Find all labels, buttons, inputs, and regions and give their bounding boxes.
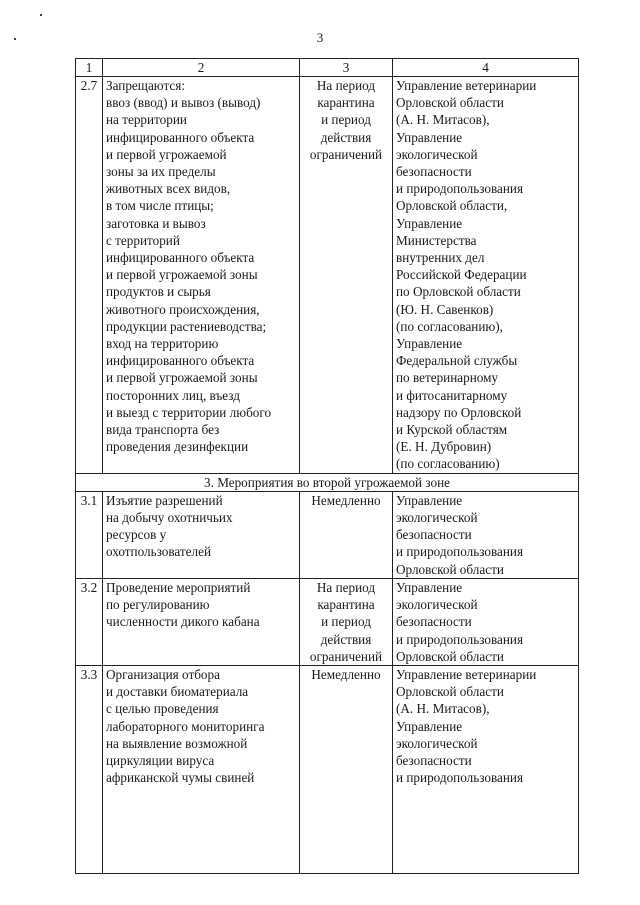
table-row — [76, 578, 579, 665]
measure-cell — [103, 491, 300, 578]
text-line: Орловской области, — [396, 198, 508, 214]
text-line: (А. Н. Митасов), — [396, 112, 490, 128]
term-cell — [300, 77, 393, 474]
text-line: Запрещаются: — [106, 78, 185, 93]
table-row — [76, 491, 579, 578]
text-line: численности дикого кабана — [106, 614, 260, 630]
text-line: посторонних лиц, въезд — [106, 387, 240, 403]
text-line: Немедленно — [311, 666, 381, 682]
text-line: действия — [320, 129, 372, 145]
text-line: Немедленно — [311, 492, 381, 508]
text-line: действия — [320, 631, 372, 647]
text-line: продукции растениеводства; — [106, 318, 267, 334]
text-line: Орловской области — [396, 648, 504, 664]
text-line: экологической — [396, 510, 478, 526]
text-line: экологической — [396, 735, 478, 751]
text-line: по регулированию — [106, 597, 210, 613]
text-line: Управление — [396, 336, 463, 352]
column-header: 1 — [76, 59, 103, 77]
measure-cell — [103, 578, 300, 665]
section-title: 3. Мероприятия во второй угрожаемой зоне — [76, 473, 579, 491]
text-line: на добычу охотничьих — [106, 510, 233, 526]
text-line: вход на территорию — [106, 336, 219, 352]
term-cell — [300, 578, 393, 665]
column-header: 4 — [393, 59, 579, 77]
measures-table — [75, 58, 579, 874]
text-line: животного происхождения, — [106, 301, 260, 317]
text-line: (Е. Н. Дубровин) — [396, 439, 492, 455]
text-line: и первой угрожаемой зоны — [106, 370, 258, 386]
text-line: Министерства — [396, 232, 477, 248]
measure-cell — [103, 665, 300, 873]
text-line: безопасности — [396, 752, 472, 768]
text-line: зоны за их пределы — [106, 164, 216, 180]
responsible-cell — [393, 77, 579, 474]
text-line: и выезд с территории любого — [106, 404, 272, 420]
text-line: с целью проведения — [106, 701, 219, 717]
text-line: вида транспорта без — [106, 422, 220, 438]
text-line: и Курской областям — [396, 422, 508, 438]
text-line: животных всех видов, — [106, 181, 231, 197]
text-line: надзору по Орловской — [396, 404, 522, 420]
text-line: экологической — [396, 597, 478, 613]
text-line: Орловской области — [396, 561, 504, 577]
text-line: Управление ветеринарии — [396, 666, 537, 682]
text-line: инфицированного объекта — [106, 250, 255, 266]
text-line: Организация отбора — [106, 666, 220, 682]
text-line: и доставки биоматериала — [106, 684, 249, 700]
text-line: экологической — [396, 146, 478, 162]
text-line: карантина — [317, 95, 375, 111]
text-line: На период — [316, 78, 376, 93]
measure-cell — [103, 77, 300, 474]
text-line: ограничений — [309, 146, 383, 162]
text-line: безопасности — [396, 164, 472, 180]
responsible-cell — [393, 578, 579, 665]
text-line: Управление ветеринарии — [396, 78, 537, 93]
text-line: проведения дезинфекции — [106, 439, 249, 455]
term-cell — [300, 665, 393, 873]
row-number: 2.7 — [76, 77, 103, 474]
text-line: Российской Федерации — [396, 267, 527, 283]
text-line: Управление — [396, 579, 463, 595]
text-line: и природопользования — [396, 181, 524, 197]
text-line: заготовка и вывоз — [106, 215, 206, 231]
text-line: Проведение мероприятий — [106, 579, 251, 595]
section-row — [76, 473, 579, 491]
text-line: На период — [316, 579, 376, 595]
text-line: Управление — [396, 215, 463, 231]
text-line: инфицированного объекта — [106, 353, 255, 369]
term-cell — [300, 491, 393, 578]
text-line: и природопользования — [396, 631, 524, 647]
text-line: по ветеринарному — [396, 370, 499, 386]
responsible-cell — [393, 665, 579, 873]
text-line: по Орловской области — [396, 284, 521, 300]
text-line: (Ю. Н. Савенков) — [396, 301, 494, 317]
text-line: безопасности — [396, 614, 472, 630]
text-line: и период — [321, 614, 371, 630]
text-line: и фитосанитарному — [396, 387, 508, 403]
text-line: ввоз (ввод) и вывоз (вывод) — [106, 95, 261, 111]
column-header: 2 — [103, 59, 300, 77]
table-row — [76, 665, 579, 873]
text-line: Управление — [396, 492, 463, 508]
row-number: 3.3 — [76, 665, 103, 873]
text-line: и период — [321, 112, 371, 128]
text-line: Изъятие разрешений — [106, 492, 223, 508]
text-line: Управление — [396, 718, 463, 734]
text-line: (А. Н. Митасов), — [396, 701, 490, 717]
text-line: и первой угрожаемой — [106, 146, 227, 162]
text-line: африканской чумы свиней — [106, 770, 255, 786]
text-line: Управление — [396, 129, 463, 145]
text-line: Орловской области — [396, 95, 504, 111]
text-line: с территорий — [106, 232, 180, 248]
table-row — [76, 77, 579, 474]
text-line: безопасности — [396, 527, 472, 543]
text-line: и природопользования — [396, 770, 524, 786]
text-line: на территории — [106, 112, 187, 128]
scan-speck — [40, 14, 42, 16]
text-line: продуктов и сырья — [106, 284, 211, 300]
text-line: и природопользования — [396, 544, 524, 560]
text-line: ограничений — [309, 648, 383, 664]
text-line: карантина — [317, 597, 375, 613]
text-line: инфицированного объекта — [106, 129, 255, 145]
text-line: Орловской области — [396, 684, 504, 700]
text-line: ресурсов у — [106, 527, 167, 543]
text-line: (по согласованию) — [396, 456, 500, 472]
table-header-row — [76, 59, 579, 77]
text-line: в том числе птицы; — [106, 198, 214, 214]
text-line: на выявление возможной — [106, 735, 248, 751]
page-number: 3 — [316, 30, 324, 45]
text-line: и первой угрожаемой зоны — [106, 267, 258, 283]
responsible-cell — [393, 491, 579, 578]
row-number: 3.1 — [76, 491, 103, 578]
row-number: 3.2 — [76, 578, 103, 665]
text-line: охотпользователей — [106, 544, 212, 560]
text-line: Федеральной службы — [396, 353, 518, 369]
text-line: лабораторного мониторинга — [106, 718, 265, 734]
text-line: (по согласованию), — [396, 318, 503, 334]
text-line: внутренних дел — [396, 250, 485, 266]
text-line: циркуляции вируса — [106, 752, 215, 768]
column-header: 3 — [300, 59, 393, 77]
